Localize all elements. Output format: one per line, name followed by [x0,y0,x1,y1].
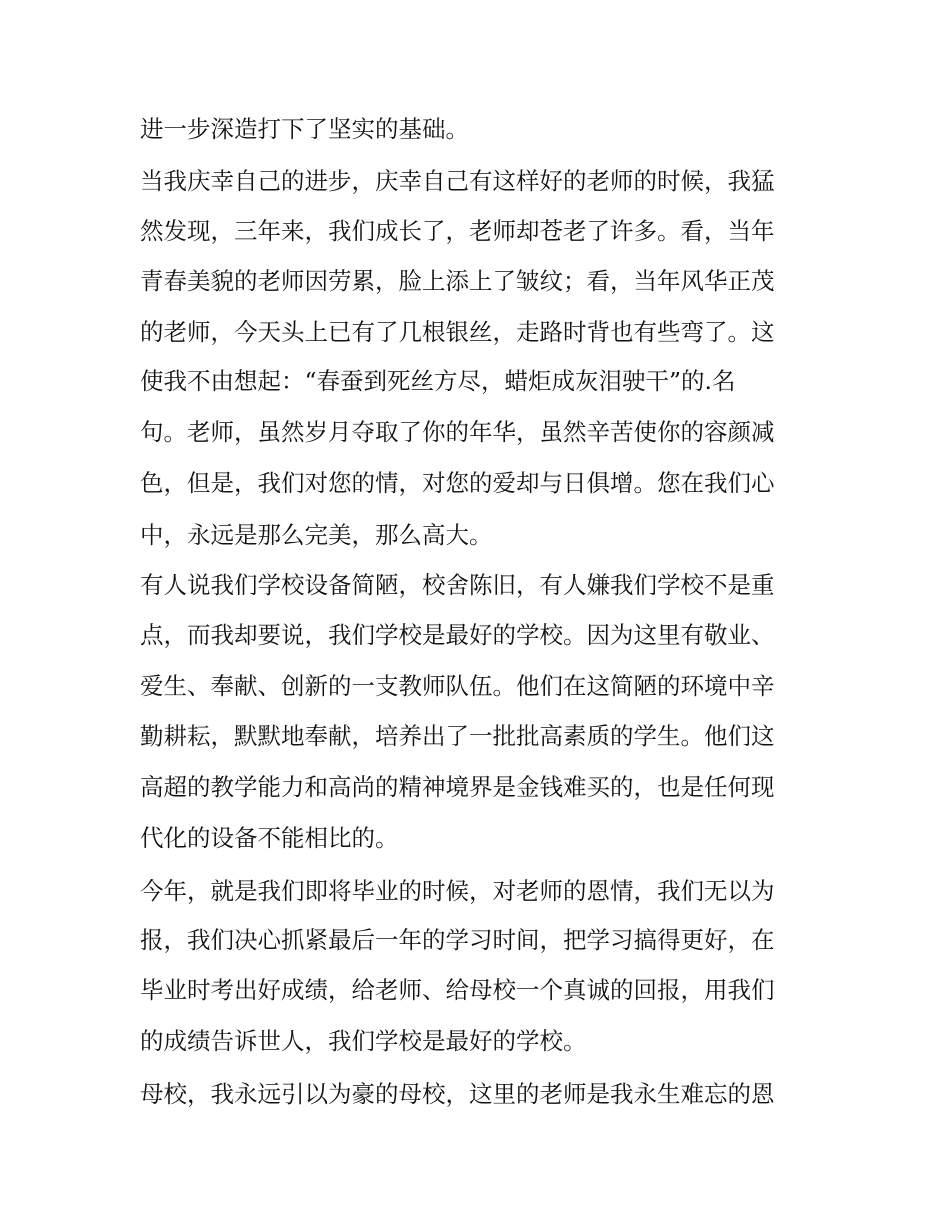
text-line: 句。老师，虽然岁月夺取了你的年华，虽然辛苦使你的容颜减 [140,418,775,446]
text-line: 点，而我却要说，我们学校是最好的学校。因为这里有敬业、 [140,621,775,649]
text-line: 今年，就是我们即将毕业的时候，对老师的恩情，我们无以为 [140,877,775,905]
text-line: 色，但是，我们对您的情，对您的爱却与日俱增。您在我们心 [140,469,775,497]
text-line: 代化的设备不能相比的。 [140,824,399,852]
text-line: 当我庆幸自己的进步，庆幸自己有这样好的老师的时候，我猛 [140,167,775,195]
text-line: 进一步深造打下了坚实的基础。 [140,115,469,143]
text-line: 的老师，今天头上已有了几根银丝，走路时背也有些弯了。这 [140,318,775,346]
text-line: 然发现，三年来，我们成长了，老师却苍老了许多。看，当年 [140,217,775,245]
text-line: 中，永远是那么完美，那么高大。 [140,521,493,549]
text-line: 勤耕耘，默默地奉献，培养出了一批批高素质的学生。他们这 [140,722,775,750]
text-line: 高超的教学能力和高尚的精神境界是金钱难买的，也是任何现 [140,773,775,801]
text-line: 的成绩告诉世人，我们学校是最好的学校。 [140,1027,587,1055]
text-line: 毕业时考出好成绩，给老师、给母校一个真诚的回报，用我们 [140,976,775,1004]
text-line: 爱生、奉献、创新的一支教师队伍。他们在这简陋的环境中辛 [140,672,775,700]
text-line: 使我不由想起：“春蚕到死丝方尽，蜡炬成灰泪驶干”的.名 [140,367,736,395]
text-line: 有人说我们学校设备简陋，校舍陈旧，有人嫌我们学校不是重 [140,571,775,599]
text-line: 青春美貌的老师因劳累，脸上添上了皱纹；看，当年风华正茂 [140,267,775,295]
text-line: 报，我们决心抓紧最后一年的学习时间，把学习搞得更好，在 [140,926,775,954]
text-line: 母校，我永远引以为豪的母校，这里的老师是我永生难忘的恩 [140,1080,775,1108]
